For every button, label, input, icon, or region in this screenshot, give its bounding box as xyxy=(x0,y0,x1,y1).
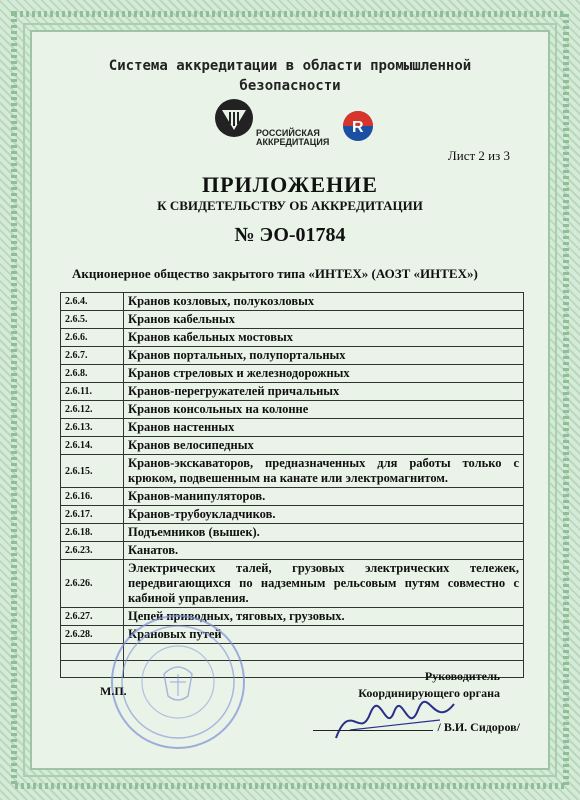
stamp-place-label: М.П. xyxy=(100,684,127,698)
scope-description: Электрических талей, грузовых электрических тележек, передвигающихся по надземным рельсовым путям совместно с кабиной управления. xyxy=(124,560,524,608)
scope-code: 2.6.4. xyxy=(61,293,124,311)
accreditation-system-title xyxy=(60,56,520,96)
logo-text-line1: РОССИЙСКАЯ xyxy=(256,128,320,138)
scope-row xyxy=(61,506,524,524)
scope-code: 2.6.18. xyxy=(61,524,124,542)
scope-description: Подъемников (вышек). xyxy=(124,524,524,542)
scope-row xyxy=(61,560,524,608)
scope-code: 2.6.26. xyxy=(61,560,124,608)
system-title-line1: Система аккредитации в области промышленной xyxy=(108,58,472,74)
signature-line xyxy=(300,720,520,735)
scope-row xyxy=(61,383,524,401)
scope-description: Кранов стреловых и железнодорожных xyxy=(124,365,524,383)
scope-description: Кранов кабельных xyxy=(124,311,524,329)
scope-code: 2.6.11. xyxy=(61,383,124,401)
scope-code: 2.6.23. xyxy=(61,542,124,560)
scope-code: 2.6.5. xyxy=(61,311,124,329)
scope-code: 2.6.28. xyxy=(61,626,124,644)
scope-description: Кранов настенных xyxy=(124,419,524,437)
scope-description: Кранов портальных, полупортальных xyxy=(124,347,524,365)
logo-text-line2: АККРЕДИТАЦИЯ xyxy=(256,137,330,147)
scope-row xyxy=(61,419,524,437)
scope-row xyxy=(61,401,524,419)
scope-row xyxy=(61,437,524,455)
scope-description: Крановых путей xyxy=(124,626,524,644)
scope-row xyxy=(61,455,524,488)
ra-monogram-icon: R xyxy=(352,119,364,136)
scope-code: 2.6.17. xyxy=(61,506,124,524)
certificate-number: № ЭО-01784 xyxy=(234,224,346,246)
scope-description: Цепей приводных, тяговых, грузовых. xyxy=(124,608,524,626)
scope-description: Кранов-перегружателей причальных xyxy=(124,383,524,401)
scope-description: Кранов-манипуляторов. xyxy=(124,488,524,506)
accreditation-logo xyxy=(212,96,382,150)
organization-name: Акционерное общество закрытого типа «ИНТЕХ» (АОЗТ «ИНТЕХ») xyxy=(72,266,478,281)
scope-description: Кранов козловых, полукозловых xyxy=(124,293,524,311)
scope-row xyxy=(61,488,524,506)
scope-code: 2.6.6. xyxy=(61,329,124,347)
scope-code: 2.6.7. xyxy=(61,347,124,365)
scope-description: Кранов велосипедных xyxy=(124,437,524,455)
signer-name: / В.И. Сидоров/ xyxy=(437,720,520,734)
scope-row xyxy=(61,524,524,542)
scope-code: 2.6.15. xyxy=(61,455,124,488)
sheet-number: Лист 2 из 3 xyxy=(447,148,510,163)
scope-code: 2.6.12. xyxy=(61,401,124,419)
scope-code: 2.6.14. xyxy=(61,437,124,455)
signer-title-line2: Координирующего органа xyxy=(358,686,500,700)
signer-title-line1: Руководитель xyxy=(424,669,500,683)
system-title-line2: безопасности xyxy=(239,78,341,94)
scope-row xyxy=(61,293,524,311)
scope-description: Кранов-трубоукладчиков. xyxy=(124,506,524,524)
scope-row xyxy=(61,365,524,383)
scope-code: 2.6.16. xyxy=(61,488,124,506)
document-title: ПРИЛОЖЕНИЕ xyxy=(202,172,378,197)
stamp-seal xyxy=(108,612,248,752)
scope-row xyxy=(61,347,524,365)
scope-description: Кранов-экскаваторов, предназначенных для работы только с крюком, подвешенным на канате или электромагнитом. xyxy=(124,455,524,488)
document-subtitle: К СВИДЕТЕЛЬСТВУ ОБ АККРЕДИТАЦИИ xyxy=(157,198,423,213)
scope-description: Кранов консольных на колонне xyxy=(124,401,524,419)
scope-description: Кранов кабельных мостовых xyxy=(124,329,524,347)
scope-code: 2.6.13. xyxy=(61,419,124,437)
scope-description: Канатов. xyxy=(124,542,524,560)
signature-rule xyxy=(313,730,433,731)
scope-row xyxy=(61,329,524,347)
scope-code: 2.6.27. xyxy=(61,608,124,626)
scope-row xyxy=(61,542,524,560)
scope-row xyxy=(61,311,524,329)
scope-code: 2.6.8. xyxy=(61,365,124,383)
